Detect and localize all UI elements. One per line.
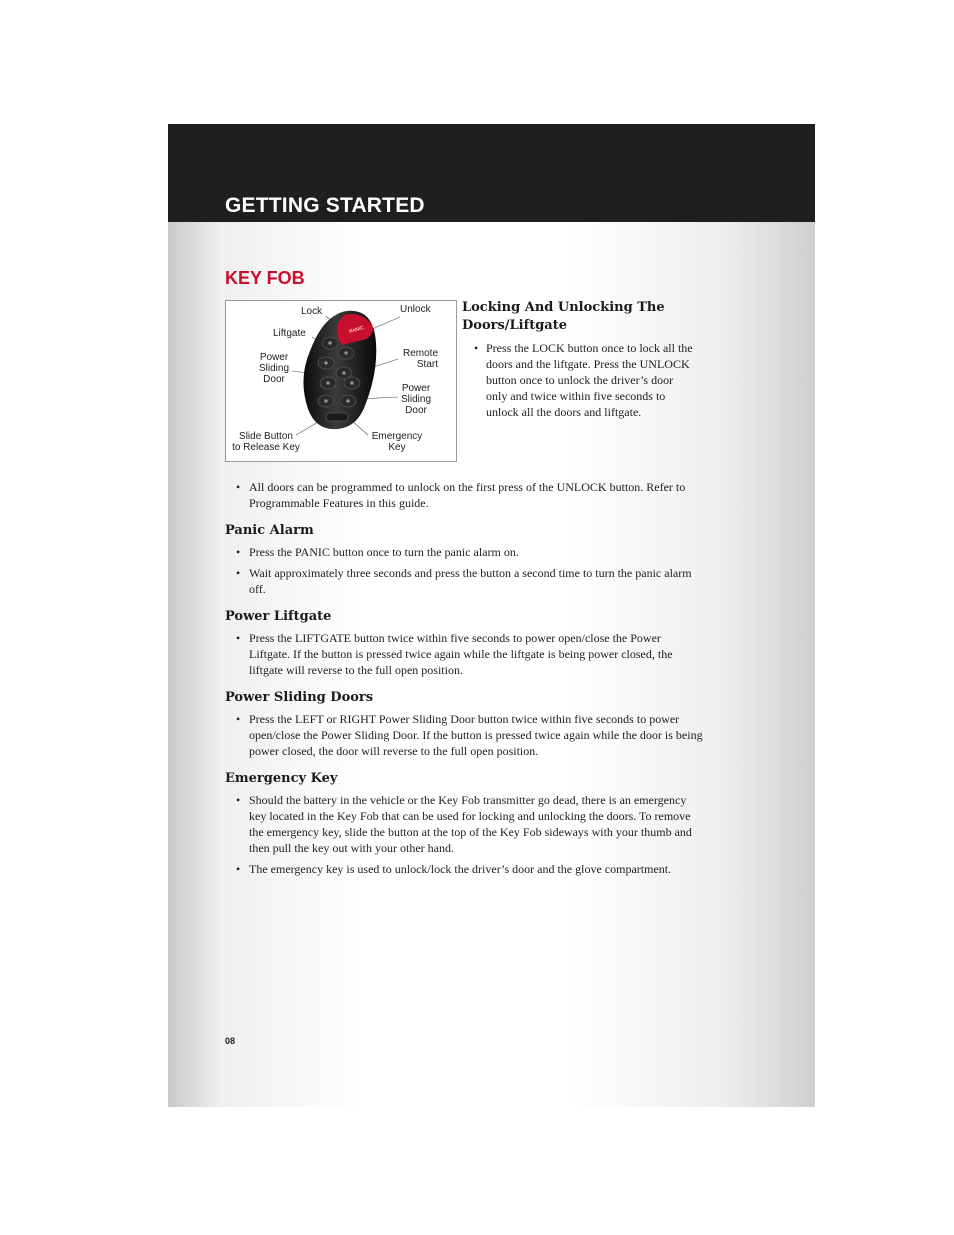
power-sliding-doors-bullets <box>225 711 703 759</box>
key-fob-figure <box>225 300 457 462</box>
locking-heading <box>462 299 702 335</box>
list-item: • Wait approximately three seconds and press the button a second time to turn the panic alarm off. <box>225 565 703 597</box>
list-item: • Press the LIFTGATE button twice within five seconds to power open/close the Power Liftgate. If the button is pressed twice again while the liftgate is being power closed, the liftgate will reverse to the full open position. <box>225 630 703 678</box>
page-number: 08 <box>225 1036 236 1046</box>
locking-bullets <box>474 340 694 425</box>
label-emergency-key-line1: Emergency <box>371 431 423 442</box>
header-title: GETTING STARTED <box>225 194 425 217</box>
emergency-key-bullets <box>225 792 703 877</box>
label-remote-start-line1: Remote <box>402 348 438 359</box>
panic-alarm-bullets <box>225 544 703 597</box>
manual-page <box>168 124 815 1107</box>
label-emergency-key <box>368 431 426 453</box>
locking-heading-line1: Locking And Unlocking The <box>462 300 665 315</box>
label-remote-start <box>396 348 438 370</box>
section-title: KEY FOB <box>225 268 305 288</box>
label-psd-right-line2: Sliding <box>400 394 432 405</box>
label-liftgate: Liftgate <box>273 328 306 339</box>
page-header <box>168 124 815 222</box>
power-liftgate-bullets <box>225 630 703 678</box>
list-item: • The emergency key is used to unlock/lock the driver’s door and the glove compartment. <box>225 861 703 877</box>
label-psd-right-line3: Door <box>405 405 427 416</box>
label-unlock: Unlock <box>400 304 431 315</box>
panic-alarm-heading: Panic Alarm <box>225 523 314 538</box>
power-sliding-doors-heading: Power Sliding Doors <box>225 690 374 705</box>
label-psd-left-line2: Sliding <box>258 363 290 374</box>
list-item: • Press the PANIC button once to turn the panic alarm on. <box>225 544 703 560</box>
label-slide-button-line1: Slide Button <box>239 431 293 442</box>
emergency-key-slot <box>326 413 348 421</box>
list-item: • Press the LOCK button once to lock all the doors and the liftgate. Press the UNLOCK button once to unlock the driver’s door only and twice within five seconds to unlock all the doors and liftgate. <box>474 340 694 420</box>
label-psd-left-line1: Power <box>259 352 289 363</box>
list-item: • Press the LEFT or RIGHT Power Sliding Door button twice within five seconds to power open/close the Power Sliding Door. If the button is pressed twice again while the door is being power closed, the door will reverse to the full open position. <box>225 711 703 759</box>
label-power-sliding-door-left <box>257 352 291 385</box>
label-psd-right-line1: Power <box>401 383 431 394</box>
label-power-sliding-door-right <box>396 383 436 416</box>
label-remote-start-line2: Start <box>416 359 438 370</box>
label-lock: Lock <box>301 306 323 317</box>
power-liftgate-heading: Power Liftgate <box>225 609 332 624</box>
locking-heading-line2: Doors/Liftgate <box>462 318 567 333</box>
main-content <box>225 479 703 882</box>
list-item: • Should the battery in the vehicle or the Key Fob transmitter go dead, there is an emergency key located in the Key Fob that can be used for locking and unlocking the doors. To remove the emergency key, slide the button at the top of the Key Fob sideways with your thumb and then pull the key out with your other hand. <box>225 792 703 856</box>
list-item: • All doors can be programmed to unlock on the first press of the UNLOCK button. Refer to Programmable Features in this guide. <box>225 479 703 511</box>
emergency-key-heading: Emergency Key <box>225 771 338 786</box>
label-emergency-key-line2: Key <box>388 442 406 453</box>
locking-extra-bullets <box>225 479 703 511</box>
label-slide-button-line2: to Release Key <box>232 442 300 453</box>
label-slide-button <box>228 431 304 453</box>
panic-button-text: PANIC <box>348 324 365 336</box>
label-psd-left-line3: Door <box>263 374 285 385</box>
